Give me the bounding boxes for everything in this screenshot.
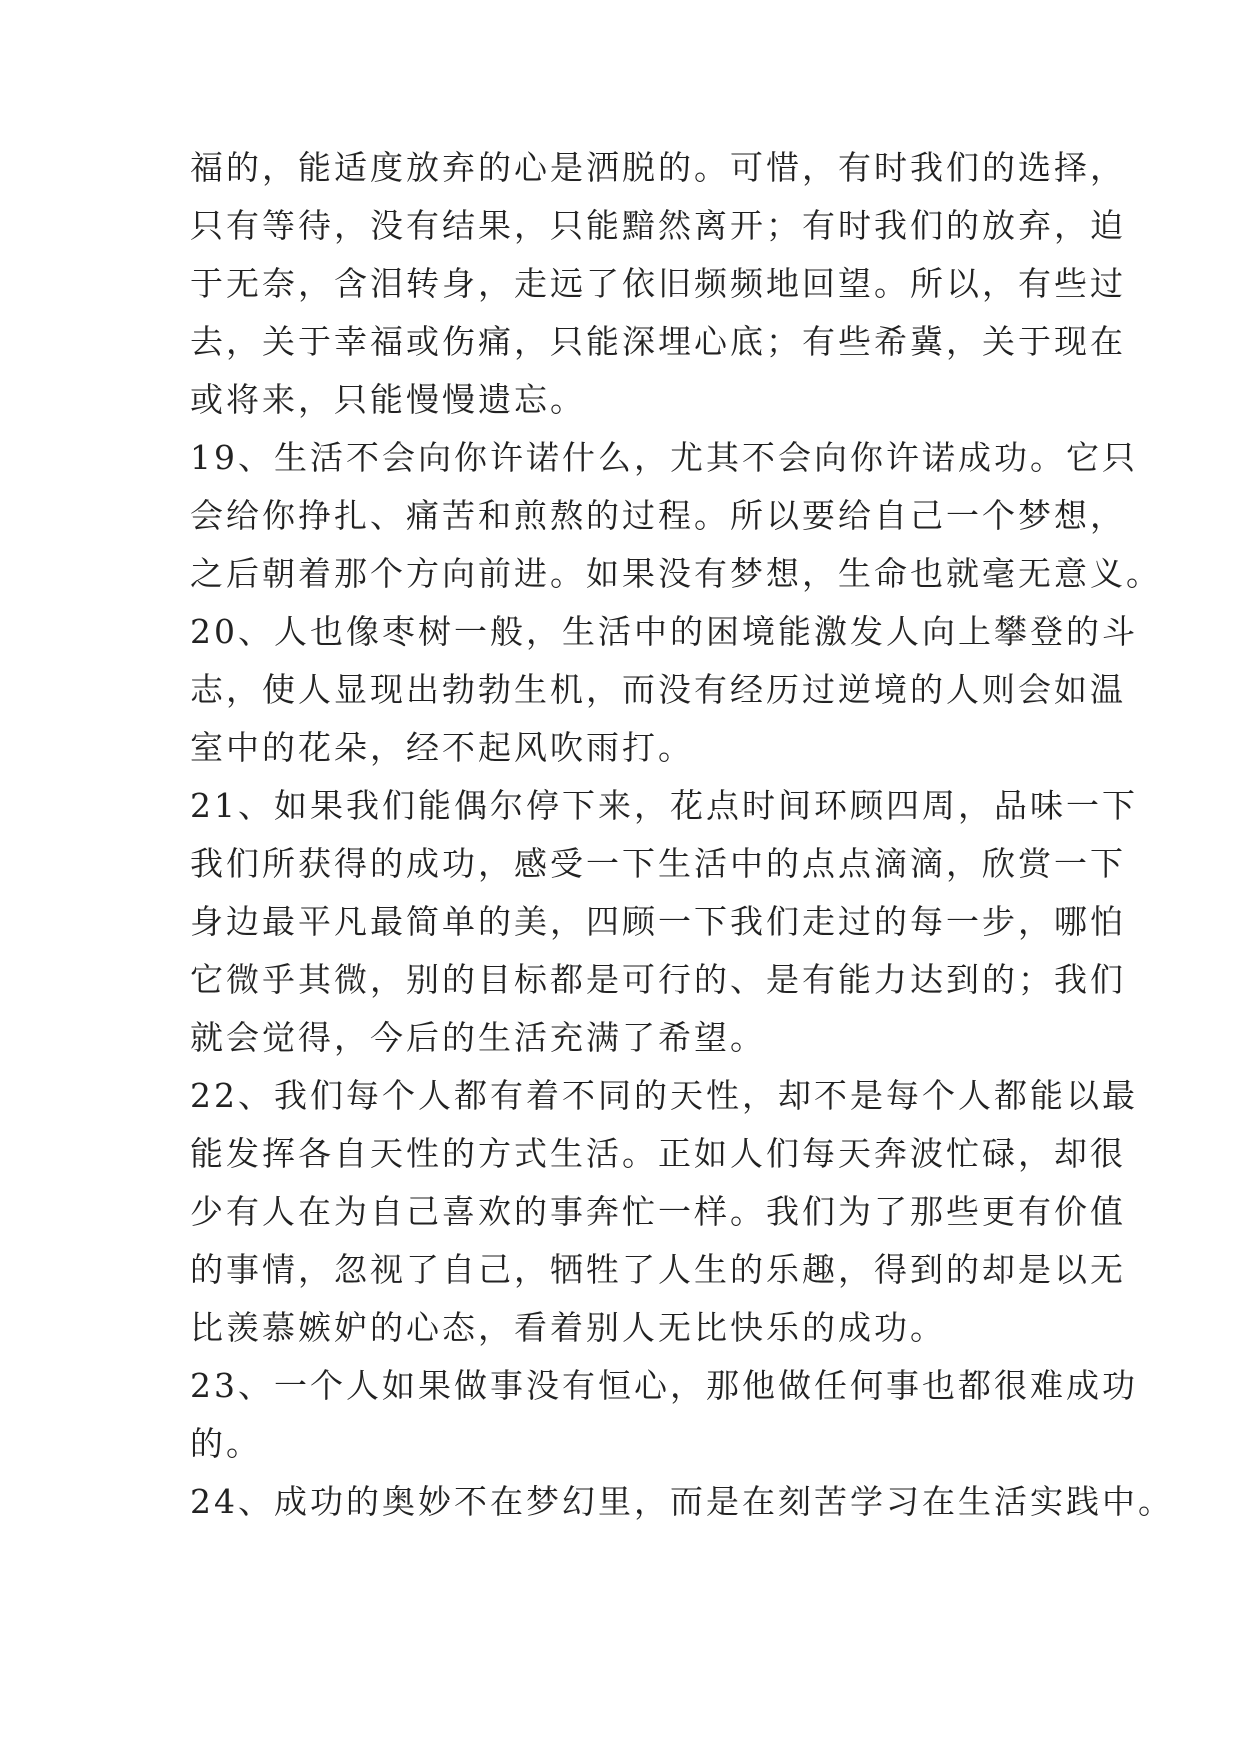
text-line: 就会觉得，今后的生活充满了希望。 bbox=[190, 1018, 766, 1057]
text-line: 24、成功的奥妙不在梦幻里，而是在刻苦学习在生活实践中。 bbox=[190, 1482, 1174, 1521]
text-line: 身边最平凡最简单的美，四顾一下我们走过的每一步，哪怕 bbox=[190, 902, 1126, 941]
text-line: 于无奈，含泪转身，走远了依旧频频地回望。所以，有些过 bbox=[190, 264, 1126, 303]
text-line: 它微乎其微，别的目标都是可行的、是有能力达到的；我们 bbox=[190, 960, 1126, 999]
text-line: 会给你挣扎、痛苦和煎熬的过程。所以要给自己一个梦想， bbox=[190, 496, 1126, 535]
text-line: 的。 bbox=[190, 1424, 262, 1463]
text-line: 或将来，只能慢慢遗忘。 bbox=[190, 380, 586, 419]
text-line: 去，关于幸福或伤痛，只能深埋心底；有些希冀，关于现在 bbox=[190, 322, 1126, 361]
text-line: 室中的花朵，经不起风吹雨打。 bbox=[190, 728, 694, 767]
text-line: 比羡慕嫉妒的心态，看着别人无比快乐的成功。 bbox=[190, 1308, 946, 1347]
text-line: 之后朝着那个方向前进。如果没有梦想，生命也就毫无意义。 bbox=[190, 554, 1162, 593]
text-line: 只有等待，没有结果，只能黯然离开；有时我们的放弃，迫 bbox=[190, 206, 1126, 245]
text-line: 21、如果我们能偶尔停下来，花点时间环顾四周，品味一下 bbox=[190, 786, 1138, 825]
text-line: 我们所获得的成功，感受一下生活中的点点滴滴，欣赏一下 bbox=[190, 844, 1126, 883]
text-line: 23、一个人如果做事没有恒心，那他做任何事也都很难成功 bbox=[190, 1366, 1138, 1405]
text-line: 志，使人显现出勃勃生机，而没有经历过逆境的人则会如温 bbox=[190, 670, 1126, 709]
text-line: 19、生活不会向你许诺什么，尤其不会向你许诺成功。它只 bbox=[190, 438, 1138, 477]
text-line: 的事情，忽视了自己，牺牲了人生的乐趣，得到的却是以无 bbox=[190, 1250, 1126, 1289]
text-line: 少有人在为自己喜欢的事奔忙一样。我们为了那些更有价值 bbox=[190, 1192, 1126, 1231]
text-line: 22、我们每个人都有着不同的天性，却不是每个人都能以最 bbox=[190, 1076, 1138, 1115]
text-line: 20、人也像枣树一般，生活中的困境能激发人向上攀登的斗 bbox=[190, 612, 1138, 651]
text-line: 能发挥各自天性的方式生活。正如人们每天奔波忙碌，却很 bbox=[190, 1134, 1126, 1173]
text-line: 福的，能适度放弃的心是洒脱的。可惜，有时我们的选择， bbox=[190, 148, 1126, 187]
